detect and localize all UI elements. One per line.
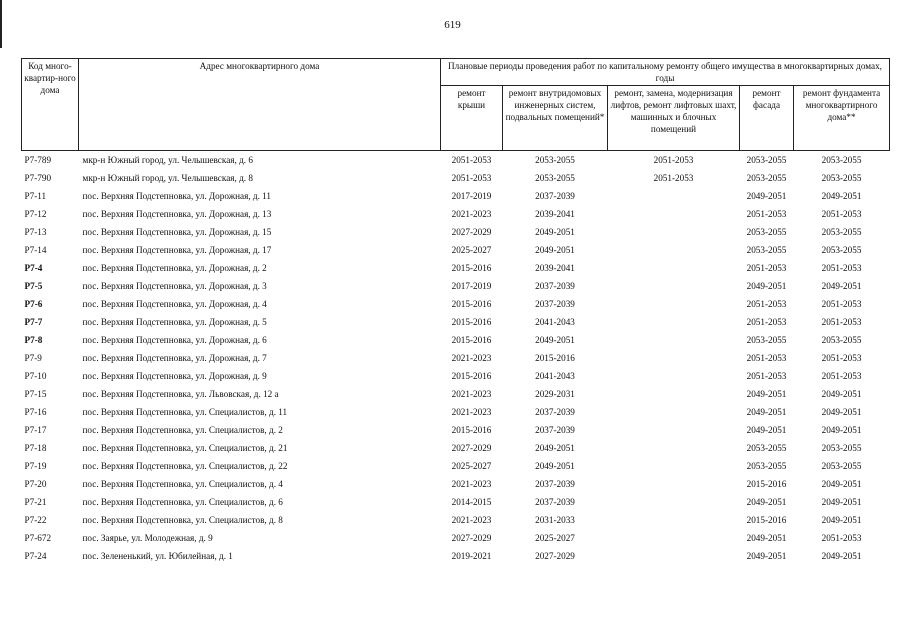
cell-facade: 2053-2055 <box>746 461 787 471</box>
cell-elevators <box>608 187 740 205</box>
cell-foundation: 2049-2051 <box>821 389 862 399</box>
cell-code: P7-4 <box>24 263 43 273</box>
cell-code: P7-21 <box>24 497 47 507</box>
cell-roof: 2021-2023 <box>451 515 492 525</box>
cell-code: P7-8 <box>24 335 43 345</box>
cell-address: пос. Верхняя Подстепновка, ул. Дорожная, д. 7 <box>82 353 267 363</box>
table-row <box>22 187 890 205</box>
cell-elevators <box>608 331 740 349</box>
cell-elevators <box>608 385 740 403</box>
cell-facade: 2053-2055 <box>746 227 787 237</box>
cell-foundation: 2053-2055 <box>821 173 862 183</box>
cell-foundation: 2049-2051 <box>821 407 862 417</box>
cell-roof: 2021-2023 <box>451 389 492 399</box>
cell-facade: 2049-2051 <box>746 191 787 201</box>
cell-code: P7-672 <box>24 533 52 543</box>
cell-address: пос. Верхняя Подстепновка, ул. Дорожная, д. 3 <box>82 281 267 291</box>
table-row <box>22 169 890 187</box>
cell-code: P7-789 <box>24 155 52 165</box>
cell-facade: 2053-2055 <box>746 335 787 345</box>
cell-code: P7-20 <box>24 479 47 489</box>
cell-foundation: 2049-2051 <box>821 191 862 201</box>
cell-foundation: 2049-2051 <box>821 515 862 525</box>
cell-address: пос. Верхняя Подстепновка, ул. Дорожная, д. 4 <box>82 299 267 309</box>
cell-facade: 2051-2053 <box>746 353 787 363</box>
cell-address: пос. Верхняя Подстепновка, ул. Львовская, д. 12 а <box>82 389 279 399</box>
cell-systems: 2039-2041 <box>535 263 575 273</box>
cell-elevators <box>608 367 740 385</box>
cell-systems: 2037-2039 <box>535 281 575 291</box>
cell-roof: 2019-2021 <box>451 551 492 561</box>
cell-code: P7-9 <box>24 353 42 363</box>
cell-systems: 2053-2055 <box>535 155 575 165</box>
cell-foundation: 2053-2055 <box>821 245 862 255</box>
table-row <box>22 331 890 349</box>
cell-facade: 2051-2053 <box>746 209 787 219</box>
cell-foundation: 2053-2055 <box>821 443 862 453</box>
cell-address: мкр-н Южный город, ул. Челышевская, д. 6 <box>82 155 253 165</box>
table-row <box>22 151 890 170</box>
cell-roof: 2025-2027 <box>451 461 492 471</box>
cell-facade: 2053-2055 <box>746 173 787 183</box>
table-row <box>22 277 890 295</box>
cell-foundation: 2049-2051 <box>821 425 862 435</box>
cell-foundation: 2049-2051 <box>821 497 862 507</box>
cell-systems: 2027-2029 <box>535 551 575 561</box>
cell-facade: 2049-2051 <box>746 389 787 399</box>
cell-systems: 2037-2039 <box>535 191 575 201</box>
cell-code: P7-14 <box>24 245 47 255</box>
cell-systems: 2015-2016 <box>535 353 575 363</box>
table-row <box>22 403 890 421</box>
cell-systems: 2037-2039 <box>535 425 575 435</box>
cell-code: P7-790 <box>24 173 52 183</box>
cell-systems: 2039-2041 <box>535 209 575 219</box>
cell-code: P7-10 <box>24 371 47 381</box>
cell-roof: 2051-2053 <box>451 173 492 183</box>
cell-foundation: 2051-2053 <box>821 263 862 273</box>
cell-foundation: 2051-2053 <box>821 317 862 327</box>
cell-address: пос. Верхняя Подстепновка, ул. Дорожная, д. 9 <box>82 371 267 381</box>
cell-address: пос. Заярье, ул. Молодежная, д. 9 <box>82 533 213 543</box>
table-row <box>22 421 890 439</box>
cell-foundation: 2051-2053 <box>821 353 862 363</box>
cell-facade: 2049-2051 <box>746 551 787 561</box>
cell-elevators <box>608 475 740 493</box>
cell-elevators <box>608 277 740 295</box>
cell-address: мкр-н Южный город, ул. Челышевская, д. 8 <box>82 173 253 183</box>
header-address: Адрес многоквартирного дома <box>79 59 441 151</box>
cell-address: пос. Верхняя Подстепновка, ул. Специалистов, д. 6 <box>82 497 283 507</box>
cell-systems: 2049-2051 <box>535 461 575 471</box>
cell-address: пос. Верхняя Подстепновка, ул. Специалистов, д. 4 <box>82 479 283 489</box>
cell-address: пос. Верхняя Подстепновка, ул. Дорожная, д. 15 <box>82 227 272 237</box>
cell-code: P7-19 <box>24 461 47 471</box>
cell-foundation: 2049-2051 <box>821 479 862 489</box>
table-row <box>22 295 890 313</box>
cell-facade: 2049-2051 <box>746 425 787 435</box>
cell-systems: 2041-2043 <box>535 317 575 327</box>
header-periods: Плановые периоды проведения работ по капитальному ремонту общего имущества в многоквартирных домах, годы <box>441 59 890 86</box>
cell-elevators <box>608 493 740 511</box>
cell-code: P7-16 <box>24 407 47 417</box>
cell-roof: 2015-2016 <box>451 371 492 381</box>
table-row <box>22 367 890 385</box>
cell-roof: 2015-2016 <box>451 317 492 327</box>
cell-facade: 2053-2055 <box>746 245 787 255</box>
cell-elevators <box>608 529 740 547</box>
table-row <box>22 259 890 277</box>
cell-elevators <box>608 547 740 565</box>
cell-elevators: 2051-2053 <box>653 155 694 165</box>
cell-elevators: 2051-2053 <box>653 173 694 183</box>
cell-facade: 2015-2016 <box>746 479 787 489</box>
cell-elevators <box>608 421 740 439</box>
table-row <box>22 475 890 493</box>
table-row <box>22 313 890 331</box>
cell-roof: 2021-2023 <box>451 209 492 219</box>
cell-foundation: 2049-2051 <box>821 551 862 561</box>
table-row <box>22 457 890 475</box>
cell-elevators <box>608 511 740 529</box>
cell-roof: 2014-2015 <box>451 497 492 507</box>
cell-systems: 2031-2033 <box>535 515 575 525</box>
cell-systems: 2041-2043 <box>535 371 575 381</box>
cell-facade: 2049-2051 <box>746 281 787 291</box>
cell-address: пос. Верхняя Подстепновка, ул. Специалистов, д. 2 <box>82 425 283 435</box>
cell-foundation: 2051-2053 <box>821 533 862 543</box>
cell-code: P7-15 <box>24 389 47 399</box>
header-roof: ремонт крыши <box>441 86 503 151</box>
table-row <box>22 493 890 511</box>
table-header <box>22 59 890 151</box>
cell-systems: 2049-2051 <box>535 335 575 345</box>
cell-code: P7-6 <box>24 299 43 309</box>
cell-address: пос. Верхняя Подстепновка, ул. Специалистов, д. 21 <box>82 443 288 453</box>
cell-foundation: 2053-2055 <box>821 335 862 345</box>
cell-facade: 2053-2055 <box>746 443 787 453</box>
table-row <box>22 439 890 457</box>
table-row <box>22 241 890 259</box>
cell-address: пос. Верхняя Подстепновка, ул. Дорожная, д. 17 <box>82 245 272 255</box>
cell-roof: 2015-2016 <box>451 335 492 345</box>
table-row <box>22 205 890 223</box>
cell-facade: 2015-2016 <box>746 515 787 525</box>
cell-roof: 2017-2019 <box>451 281 492 291</box>
cell-facade: 2051-2053 <box>746 299 787 309</box>
cell-address: пос. Верхняя Подстепновка, ул. Дорожная, д. 2 <box>82 263 267 273</box>
cell-code: P7-7 <box>24 317 43 327</box>
table-row <box>22 511 890 529</box>
cell-roof: 2051-2053 <box>451 155 492 165</box>
page-number: 619 <box>444 19 461 31</box>
cell-elevators <box>608 313 740 331</box>
cell-roof: 2015-2016 <box>451 263 492 273</box>
cell-code: P7-17 <box>24 425 47 435</box>
cell-elevators <box>608 295 740 313</box>
repair-schedule-table <box>21 58 890 565</box>
cell-roof: 2027-2029 <box>451 533 492 543</box>
cell-code: P7-13 <box>24 227 47 237</box>
cell-facade: 2051-2053 <box>746 263 787 273</box>
cell-elevators <box>608 259 740 277</box>
cell-roof: 2017-2019 <box>451 191 492 201</box>
cell-foundation: 2051-2053 <box>821 299 862 309</box>
cell-elevators <box>608 349 740 367</box>
cell-foundation: 2049-2051 <box>821 281 862 291</box>
cell-address: пос. Верхняя Подстепновка, ул. Дорожная, д. 5 <box>82 317 267 327</box>
table-row <box>22 349 890 367</box>
cell-elevators <box>608 439 740 457</box>
cell-systems: 2049-2051 <box>535 227 575 237</box>
cell-systems: 2049-2051 <box>535 245 575 255</box>
cell-foundation: 2051-2053 <box>821 371 862 381</box>
cell-roof: 2021-2023 <box>451 479 492 489</box>
table-row <box>22 223 890 241</box>
table-row <box>22 385 890 403</box>
cell-systems: 2053-2055 <box>535 173 575 183</box>
cell-foundation: 2053-2055 <box>821 461 862 471</box>
cell-facade: 2049-2051 <box>746 407 787 417</box>
cell-roof: 2025-2027 <box>451 245 492 255</box>
cell-roof: 2015-2016 <box>451 299 492 309</box>
cell-facade: 2051-2053 <box>746 371 787 381</box>
cell-roof: 2021-2023 <box>451 353 492 363</box>
cell-elevators <box>608 403 740 421</box>
cell-elevators <box>608 457 740 475</box>
header-code: Код много-квартир-ного дома <box>22 59 79 151</box>
cell-systems: 2037-2039 <box>535 407 575 417</box>
cell-code: P7-11 <box>24 191 47 201</box>
cell-code: P7-18 <box>24 443 47 453</box>
cell-code: P7-22 <box>24 515 47 525</box>
cell-address: пос. Верхняя Подстепновка, ул. Дорожная, д. 6 <box>82 335 267 345</box>
cell-systems: 2037-2039 <box>535 479 575 489</box>
header-elevators: ремонт, замена, модернизация лифтов, ремонт лифтовых шахт, машинных и блочных помещений <box>608 86 740 151</box>
cell-code: P7-24 <box>24 551 47 561</box>
cell-roof: 2027-2029 <box>451 227 492 237</box>
cell-foundation: 2053-2055 <box>821 227 862 237</box>
table-body <box>22 151 890 566</box>
header-foundation: ремонт фундамента многоквартирного дома** <box>794 86 890 151</box>
cell-foundation: 2051-2053 <box>821 209 862 219</box>
cell-roof: 2027-2029 <box>451 443 492 453</box>
cell-address: пос. Верхняя Подстепновка, ул. Специалистов, д. 22 <box>82 461 288 471</box>
header-systems: ремонт внутридомовых инженерных систем, подвальных помещений* <box>503 86 608 151</box>
table-row <box>22 529 890 547</box>
cell-systems: 2025-2027 <box>535 533 575 543</box>
cell-code: P7-12 <box>24 209 47 219</box>
cell-address: пос. Верхняя Подстепновка, ул. Специалистов, д. 11 <box>82 407 288 417</box>
cell-facade: 2051-2053 <box>746 317 787 327</box>
cell-elevators <box>608 241 740 259</box>
cell-facade: 2049-2051 <box>746 497 787 507</box>
cell-systems: 2029-2031 <box>535 389 575 399</box>
cell-address: пос. Зелененький, ул. Юбилейная, д. 1 <box>82 551 233 561</box>
cell-systems: 2049-2051 <box>535 443 575 453</box>
cell-systems: 2037-2039 <box>535 299 575 309</box>
cell-address: пос. Верхняя Подстепновка, ул. Дорожная, д. 13 <box>82 209 272 219</box>
cell-address: пос. Верхняя Подстепновка, ул. Дорожная, д. 11 <box>82 191 272 201</box>
cell-facade: 2049-2051 <box>746 533 787 543</box>
cell-address: пос. Верхняя Подстепновка, ул. Специалистов, д. 8 <box>82 515 283 525</box>
header-facade: ремонт фасада <box>740 86 794 151</box>
cell-foundation: 2053-2055 <box>821 155 862 165</box>
cell-roof: 2015-2016 <box>451 425 492 435</box>
cell-code: P7-5 <box>24 281 43 291</box>
header-row-top <box>22 59 890 86</box>
cell-roof: 2021-2023 <box>451 407 492 417</box>
cell-elevators <box>608 205 740 223</box>
cell-systems: 2037-2039 <box>535 497 575 507</box>
table-row <box>22 547 890 565</box>
cell-elevators <box>608 223 740 241</box>
cell-facade: 2053-2055 <box>746 155 787 165</box>
